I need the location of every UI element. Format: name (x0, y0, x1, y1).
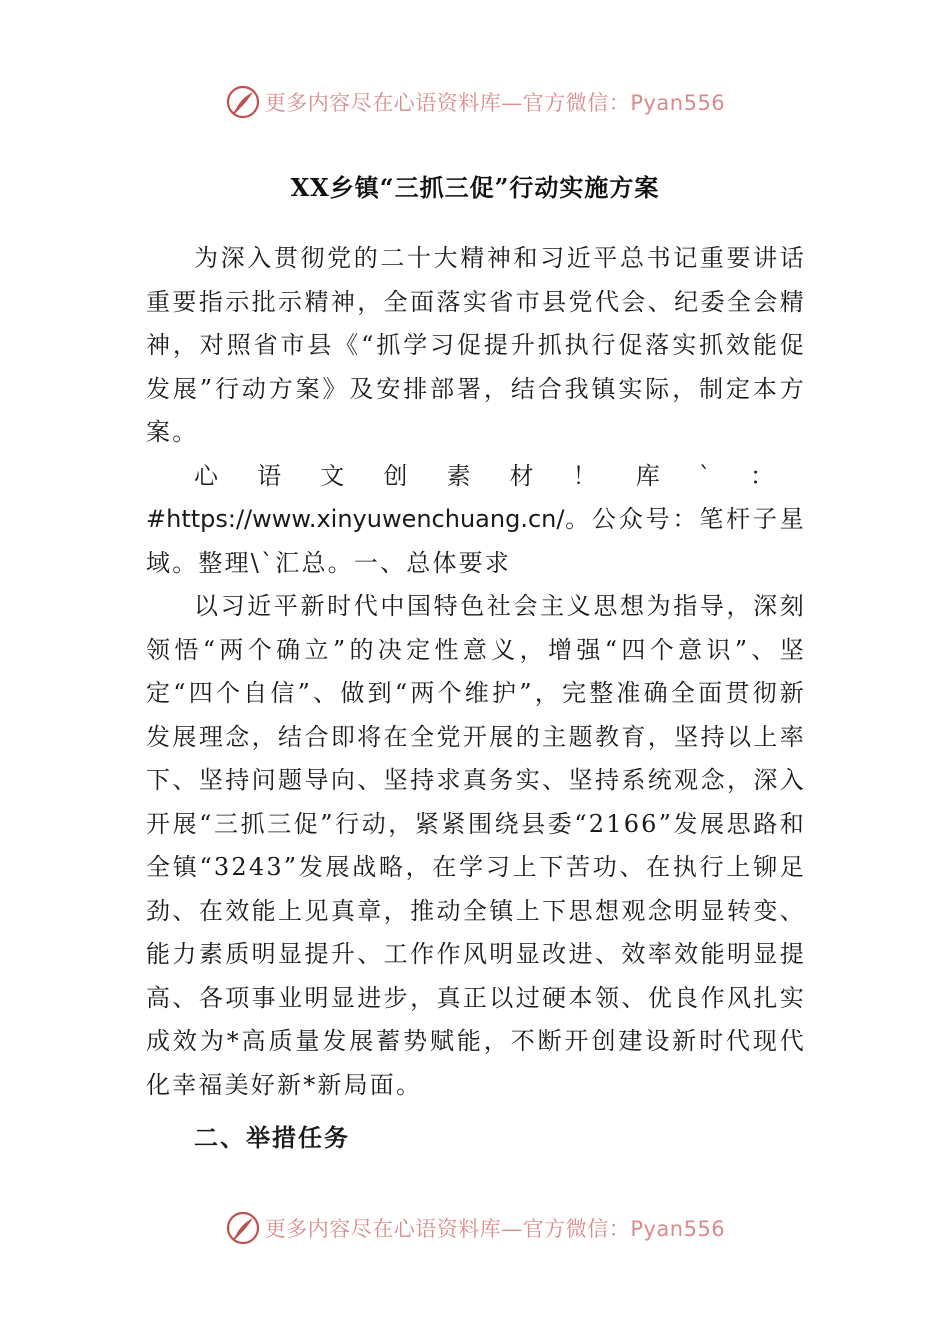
footer-banner (0, 1208, 950, 1248)
source-url: #https://www.xinyuwenchuang.cn/ (146, 505, 565, 533)
banner-label: 更多内容尽在心语资料库—官方微信： (264, 91, 631, 115)
source-spread-text: 心语文创素材！库`： (194, 461, 806, 490)
section-heading: 二、举措任务 (194, 1124, 350, 1152)
source-paragraph (146, 455, 806, 586)
feather-pen-logo-icon (225, 84, 261, 120)
requirements-paragraph: 以习近平新时代中国特色社会主义思想为指导，深刻领悟“两个确立”的决定性意义，增强“四个意识”、坚定“四个自信”、做到“两个维护”，完整准确全面贯彻新发展理念，结合即将在全党开展的主题教育，坚持以上率下、坚持问题导向、坚持求真务实、坚持系统观念，深入开展“三抓三促”行动，紧紧围绕县委“2166”发展思路和全镇“3243”发展战略，在学习上下苦功、在执行上铆足劲、在效能上见真章，推动全镇上下思想观念明显转变、能力素质明显提升、工作作风明显改进、效率效能明显提高、各项事业明显进步，真正以过硬本领、优良作风扎实成效为*高质量发展蓄势赋能，不断开创建设新时代现代化幸福美好新*新局面。 (146, 592, 806, 1099)
banner-label: 更多内容尽在心语资料库—官方微信： (264, 1217, 631, 1241)
source-tail-text: 。公众号：笔杆子星域。整理\`汇总。一、总体要求 (146, 505, 806, 577)
document-title: XX乡镇“三抓三促”行动实施方案 (290, 173, 660, 202)
banner-text (265, 1213, 725, 1243)
banner-wechat-id: Pyan556 (630, 1217, 726, 1241)
document-body (146, 237, 806, 1161)
feather-pen-logo-icon (225, 1210, 261, 1246)
header-banner (0, 82, 950, 122)
banner-wechat-id: Pyan556 (630, 91, 726, 115)
intro-paragraph: 为深入贯彻党的二十大精神和习近平总书记重要讲话重要指示批示精神，全面落实省市县党代会、纪委全会精神，对照省市县《“抓学习促提升抓执行促落实抓效能促发展”行动方案》及安排部署，结合我镇实际，制定本方案。 (146, 244, 806, 446)
banner-text (265, 87, 725, 117)
